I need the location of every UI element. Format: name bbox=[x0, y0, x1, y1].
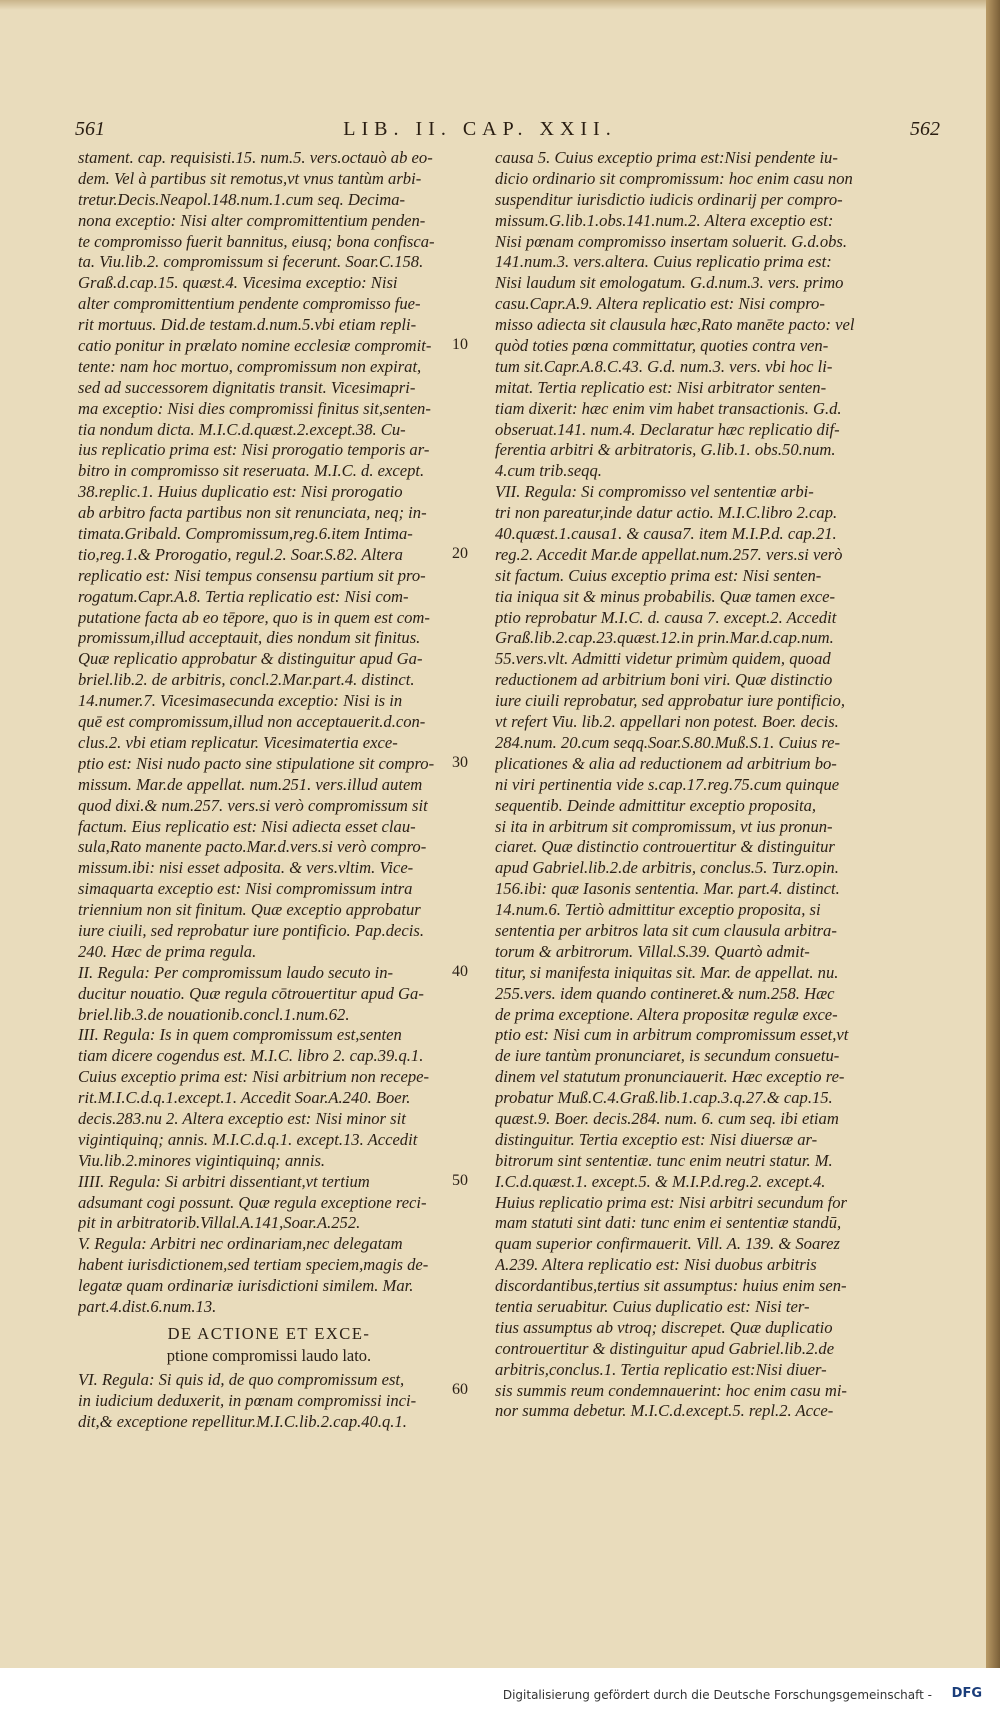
text-line: replicatio est: Nisi tempus consensu partium sit pro- bbox=[78, 565, 426, 585]
text-line: legatæ quam ordinariæ iurisdictioni similem. Mar. bbox=[78, 1276, 414, 1296]
text-line: VI. Regula: Si quis id, de quo compromissum est, bbox=[78, 1369, 405, 1389]
text-line: ma exceptio: Nisi dies compromissi finitus sit,senten- bbox=[78, 398, 431, 418]
text-line: nor summa debetur. M.I.C.d.except.5. repl.2. Acce- bbox=[495, 1401, 834, 1421]
text-line: iure ciuili, sed reprobatur iure pontificio. Pap.decis. bbox=[78, 920, 424, 940]
text-line: probatur Muß.C.4.Graß.lib.1.cap.3.q.27.& cap.15. bbox=[495, 1088, 833, 1108]
text-line: briel.lib.2. de arbitris, concl.2.Mar.part.4. distinct. bbox=[78, 670, 415, 690]
text-line: sententia per arbitros lata sit cum clausula arbitra- bbox=[495, 920, 837, 940]
text-line: sed ad successorem dignitatis transit. Vicesimapri- bbox=[78, 377, 416, 397]
text-line: ducitur nouatio. Quæ regula cōtrouertitur apud Ga- bbox=[78, 983, 424, 1003]
text-line: dicio ordinario sit compromissum: hoc enim casu non bbox=[495, 168, 853, 188]
right-page-number: 562 bbox=[910, 118, 940, 140]
text-line: sis summis reum condemnauerint: hoc enim casu mi- bbox=[495, 1380, 847, 1400]
text-line: rit mortuus. Did.de testam.d.num.5.vbi etiam repli- bbox=[78, 315, 417, 335]
text-line: quòd toties pœna committatur, quoties contra ven- bbox=[495, 336, 829, 356]
text-line: Cuius exceptio prima est: Nisi arbitrium non recepe- bbox=[78, 1067, 430, 1087]
text-line: V. Regula: Arbitri nec ordinariam,nec delegatam bbox=[78, 1234, 403, 1254]
left-page-number: 561 bbox=[75, 118, 105, 140]
line-number: 60 bbox=[452, 1381, 468, 1399]
text-line: mitat. Tertia replicatio est: Nisi arbitrator senten- bbox=[495, 377, 827, 397]
text-line: vt refert Viu. lib.2. appellari non potest. Boer. decis. bbox=[495, 712, 839, 732]
text-line: catio ponitur in prælato nomine ecclesiæ compromit- bbox=[78, 336, 432, 356]
text-line: casu.Capr.A.9. Altera replicatio est: Nisi compro- bbox=[495, 294, 825, 314]
text-line: apud Gabriel.lib.2.de arbitris, conclus.5. Turz.opin. bbox=[495, 858, 839, 878]
text-line: reg.2. Accedit Mar.de appellat.num.257. vers.si verò bbox=[495, 544, 843, 564]
section-heading-continued: ptione compromissi laudo lato. bbox=[166, 1345, 372, 1365]
text-line: stament. cap. requisisti.15. num.5. vers.octauò ab eo- bbox=[78, 148, 433, 167]
text-line: ab arbitro facta partibus non sit renunciata, neq; in- bbox=[78, 503, 427, 523]
text-line: triennium non sit finitum. Quæ exceptio approbatur bbox=[78, 900, 421, 920]
text-line: nona exceptio: Nisi alter compromittentium penden- bbox=[78, 210, 426, 230]
text-line: in iudicium deduxerit, in pœnam compromissi inci- bbox=[78, 1390, 417, 1410]
text-line: factum. Eius replicatio est: Nisi adiecta esset clau- bbox=[78, 816, 416, 836]
text-line: dinem vel statutum pronunciauerit. Hæc exceptio re- bbox=[495, 1067, 845, 1087]
line-number: 20 bbox=[452, 545, 468, 563]
text-line: A.239. Altera replicatio est: Nisi duobus arbitris bbox=[495, 1255, 817, 1275]
text-line: Huius replicatio prima est: Nisi arbitri secundum for bbox=[495, 1192, 848, 1212]
text-line: discordantibus,tertius sit assumptus: huius enim sen- bbox=[495, 1276, 847, 1296]
text-line: promissum,illud acceptauit, dies nondum sit finitus. bbox=[78, 628, 421, 648]
line-number: 30 bbox=[452, 754, 468, 772]
text-line: titur, si manifesta iniquitas sit. Mar. de appellat. nu. bbox=[495, 962, 839, 982]
text-line: sit factum. Cuius exceptio prima est: Nisi senten- bbox=[495, 565, 822, 585]
running-title: LIB. II. CAP. XXII. bbox=[343, 118, 617, 140]
text-line: ferentia arbitri & arbitratoris, G.lib.1. obs.50.num. bbox=[495, 440, 836, 460]
text-line: 38.replic.1. Huius duplicatio est: Nisi prorogatio bbox=[78, 482, 403, 502]
left-text-column bbox=[78, 148, 460, 1433]
text-line: misso adiecta sit clausula hæc,Rato manēte pacto: vel bbox=[495, 315, 855, 335]
text-line: dit,& exceptione repellitur.M.I.C.lib.2.cap.40.q.1. bbox=[78, 1411, 407, 1431]
text-line: Quæ replicatio approbatur & distinguitur apud Ga- bbox=[78, 649, 423, 669]
page-top-edge bbox=[0, 0, 1000, 10]
text-line: III. Regula: Is in quem compromissum est,senten bbox=[78, 1025, 402, 1045]
text-line: si ita in arbitrum sit compromissum, vt ius pronun- bbox=[495, 816, 833, 836]
text-line: de prima exceptione. Altera propositæ regulæ exce- bbox=[495, 1004, 838, 1024]
text-line: 240. Hæc de prima regula. bbox=[78, 941, 257, 961]
line-number: 10 bbox=[452, 336, 468, 354]
right-text-column bbox=[495, 148, 887, 1422]
text-line: alter compromittentium pendente compromisso fue- bbox=[78, 294, 421, 314]
running-head bbox=[0, 118, 1000, 150]
text-line: adsumant cogi possunt. Quæ regula exceptione reci- bbox=[78, 1192, 427, 1212]
text-line: mam statuti sint dati: tunc enim ei sententiæ standū, bbox=[495, 1213, 842, 1233]
page-right-edge bbox=[986, 0, 1000, 1668]
text-line: Nisi pœnam compromisso insertam soluerit. G.d.obs. bbox=[495, 231, 848, 251]
text-line: IIII. Regula: Si arbitri dissentiant,vt tertium bbox=[78, 1171, 370, 1191]
dfg-logo[interactable]: DFG bbox=[951, 1686, 982, 1701]
text-line: 284.num. 20.cum seqq.Soar.S.80.Muß.S.1. Cuius re- bbox=[495, 732, 841, 752]
text-line: de iure tantùm pronunciaret, is secundum consuetu- bbox=[495, 1046, 840, 1066]
text-line: sequentib. Deinde admittitur exceptio proposita, bbox=[495, 795, 817, 815]
text-line: tio,reg.1.& Prorogatio, regul.2. Soar.S.82. Altera bbox=[78, 544, 403, 564]
text-line: clus.2. vbi etiam replicatur. Vicesimatertia exce- bbox=[78, 732, 398, 752]
digitization-footer bbox=[0, 1677, 1000, 1715]
text-line: 14.num.6. Tertiò admittitur exceptio proposita, si bbox=[495, 900, 821, 920]
text-line: plicationes & alia ad reductionem ad arbitrium bo- bbox=[495, 753, 837, 773]
text-line: 156.ibi: quæ Iasonis sententia. Mar. part.4. distinct. bbox=[495, 879, 840, 899]
text-line: Nisi laudum sit emologatum. G.d.num.3. vers. primo bbox=[495, 273, 844, 293]
text-line: bitrorum sint sententiæ. tunc enim neutri statur. M. bbox=[495, 1150, 833, 1170]
footer-credit-text: Digitalisierung gefördert durch die Deutsche Forschungsgemeinschaft - bbox=[502, 1688, 932, 1702]
text-line: sula,Rato manente pacto.Mar.d.vers.si verò compro- bbox=[78, 837, 427, 857]
text-line: II. Regula: Per compromissum laudo secuto in- bbox=[78, 962, 394, 982]
text-line: quod dixi.& num.257. vers.si verò compromissum sit bbox=[78, 795, 428, 815]
text-line: ta. Viu.lib.2. compromissum si fecerunt. Soar.C.158. bbox=[78, 252, 424, 272]
text-line: distinguitur. Tertia exceptio est: Nisi diuersæ ar- bbox=[495, 1129, 818, 1149]
text-line: VII. Regula: Si compromisso vel sententiæ arbi- bbox=[495, 482, 814, 502]
text-line: bitro in compromisso sit reseruata. M.I.C. d. except. bbox=[78, 461, 425, 481]
text-line: obseruat.141. num.4. Declaratur hæc replicatio dif- bbox=[495, 419, 840, 439]
text-line: part.4.dist.6.num.13. bbox=[78, 1296, 217, 1316]
text-line: habent iurisdictionem,sed tertiam speciem,magis de- bbox=[78, 1255, 429, 1275]
text-line: quē est compromissum,illud non acceptauerit.d.con- bbox=[78, 712, 426, 732]
text-line: dem. Vel à partibus sit remotus,vt vnus tantùm arbi- bbox=[78, 168, 422, 188]
text-line: te compromisso fuerit bannitus, eiusq; bona confisca- bbox=[78, 231, 435, 251]
text-line: ptio est: Nisi cum in arbitrum compromissum esset,vt bbox=[495, 1025, 849, 1045]
text-line: tentia seruabitur. Cuius duplicatio est: Nisi ter- bbox=[495, 1296, 810, 1316]
text-line: tiam dicere cogendus est. M.I.C. libro 2. cap.39.q.1. bbox=[78, 1046, 424, 1066]
text-line: putatione facta ab eo tēpore, quo is in quem est com- bbox=[78, 607, 430, 627]
text-line: pit in arbitratorib.Villal.A.141,Soar.A.252. bbox=[78, 1213, 361, 1233]
text-line: simaquarta exceptio est: Nisi compromissum intra bbox=[78, 879, 413, 899]
text-line: timata.Gribald. Compromissum,reg.6.item Intima- bbox=[78, 524, 413, 544]
text-line: briel.lib.3.de nouationib.concl.1.num.62. bbox=[78, 1004, 350, 1024]
text-line: Viu.lib.2.minores vigintiquinq; annis. bbox=[78, 1150, 326, 1170]
text-line: vigintiquinq; annis. M.I.C.d.q.1. except.13. Accedit bbox=[78, 1129, 418, 1149]
line-number: 40 bbox=[452, 963, 468, 981]
text-line: ius replicatio prima est: Nisi prorogatio temporis ar- bbox=[78, 440, 430, 460]
text-line: torum & arbitrorum. Villal.S.39. Quartò admit- bbox=[495, 941, 810, 961]
text-line: Graß.lib.2.cap.23.quæst.12.in prin.Mar.d.cap.num. bbox=[495, 628, 834, 648]
text-line: rit.M.I.C.d.q.1.except.1. Accedit Soar.A.240. Boer. bbox=[78, 1088, 411, 1108]
text-line: tia nondum dicta. M.I.C.d.quæst.2.except.38. Cu- bbox=[78, 419, 406, 439]
line-number: 50 bbox=[452, 1172, 468, 1190]
text-line: rogatum.Capr.A.8. Tertia replicatio est: Nisi com- bbox=[78, 586, 409, 606]
text-line: tius assumptus ab vtroq; discrepet. Quæ duplicatio bbox=[495, 1317, 833, 1337]
text-line: I.C.d.quæst.1. except.5. & M.I.P.d.reg.2. except.4. bbox=[495, 1171, 826, 1191]
text-line: 255.vers. idem quando contineret.& num.258. Hæc bbox=[495, 983, 835, 1003]
text-line: Graß.d.cap.15. quæst.4. Vicesima exceptio: Nisi bbox=[78, 273, 398, 293]
text-line: tri non pareatur,inde datur actio. M.I.C.libro 2.cap. bbox=[495, 503, 838, 523]
text-line: ptio reprobatur M.I.C. d. causa 7. except.2. Accedit bbox=[495, 607, 837, 627]
text-line: tum sit.Capr.A.8.C.43. G.d. num.3. vers. vbi hoc li- bbox=[495, 356, 833, 376]
text-line: missum. Mar.de appellat. num.251. vers.illud autem bbox=[78, 774, 423, 794]
text-line: ciaret. Quæ distinctio controuertitur & distinguitur bbox=[495, 837, 835, 857]
text-line: missum.ibi: nisi esset adposita. & vers.vltim. Vice- bbox=[78, 858, 414, 878]
text-line: ni viri pertinentia vide s.cap.17.reg.75.cum quinque bbox=[495, 774, 840, 794]
text-line: iure ciuili reprobatur, sed approbatur iure pontificio, bbox=[495, 691, 845, 711]
text-line: 141.num.3. vers.altera. Cuius replicatio prima est: bbox=[495, 252, 832, 272]
text-line: suspenditur iurisdictio iudicis ordinarij per compro- bbox=[495, 189, 843, 209]
text-line: causa 5. Cuius exceptio prima est:Nisi pendente iu- bbox=[495, 148, 838, 167]
text-line: tretur.Decis.Neapol.148.num.1.cum seq. Decima- bbox=[78, 189, 406, 209]
text-line: 40.quæst.1.causa1. & causa7. item M.I.P.d. cap.21. bbox=[495, 524, 837, 544]
text-line: arbitris,conclus.1. Tertia replicatio est:Nisi diuer- bbox=[495, 1359, 827, 1379]
text-line: decis.283.nu 2. Altera exceptio est: Nisi minor sit bbox=[78, 1108, 406, 1128]
text-line: quæst.9. Boer. decis.284. num. 6. cum seq. ibi etiam bbox=[495, 1108, 839, 1128]
text-line: tiam dixerit: hæc enim vim habet transactionis. G.d. bbox=[495, 398, 842, 418]
text-line: 14.numer.7. Vicesimasecunda exceptio: Nisi is in bbox=[78, 691, 403, 711]
text-line: missum.G.lib.1.obs.141.num.2. Altera exceptio est: bbox=[495, 210, 834, 230]
text-line: tia iniqua sit & minus probabilis. Quæ tamen exce- bbox=[495, 586, 835, 606]
text-line: 4.cum trib.seqq. bbox=[495, 461, 602, 481]
text-line: reductionem ad arbitrium boni viri. Quæ distinctio bbox=[495, 670, 833, 690]
section-heading: DE ACTIONE ET EXCE- bbox=[167, 1323, 371, 1343]
text-line: tente: nam hoc mortuo, compromissum non expirat, bbox=[78, 356, 422, 376]
text-line: ptio est: Nisi nudo pacto sine stipulatione sit compro- bbox=[78, 753, 435, 773]
text-line: controuertitur & distinguitur apud Gabriel.lib.2.de bbox=[495, 1338, 835, 1358]
text-line: quam superior confirmauerit. Vill. A. 139. & Soarez bbox=[495, 1234, 840, 1254]
text-line: 55.vers.vlt. Admitti videtur primùm quidem, quoad bbox=[495, 649, 831, 669]
